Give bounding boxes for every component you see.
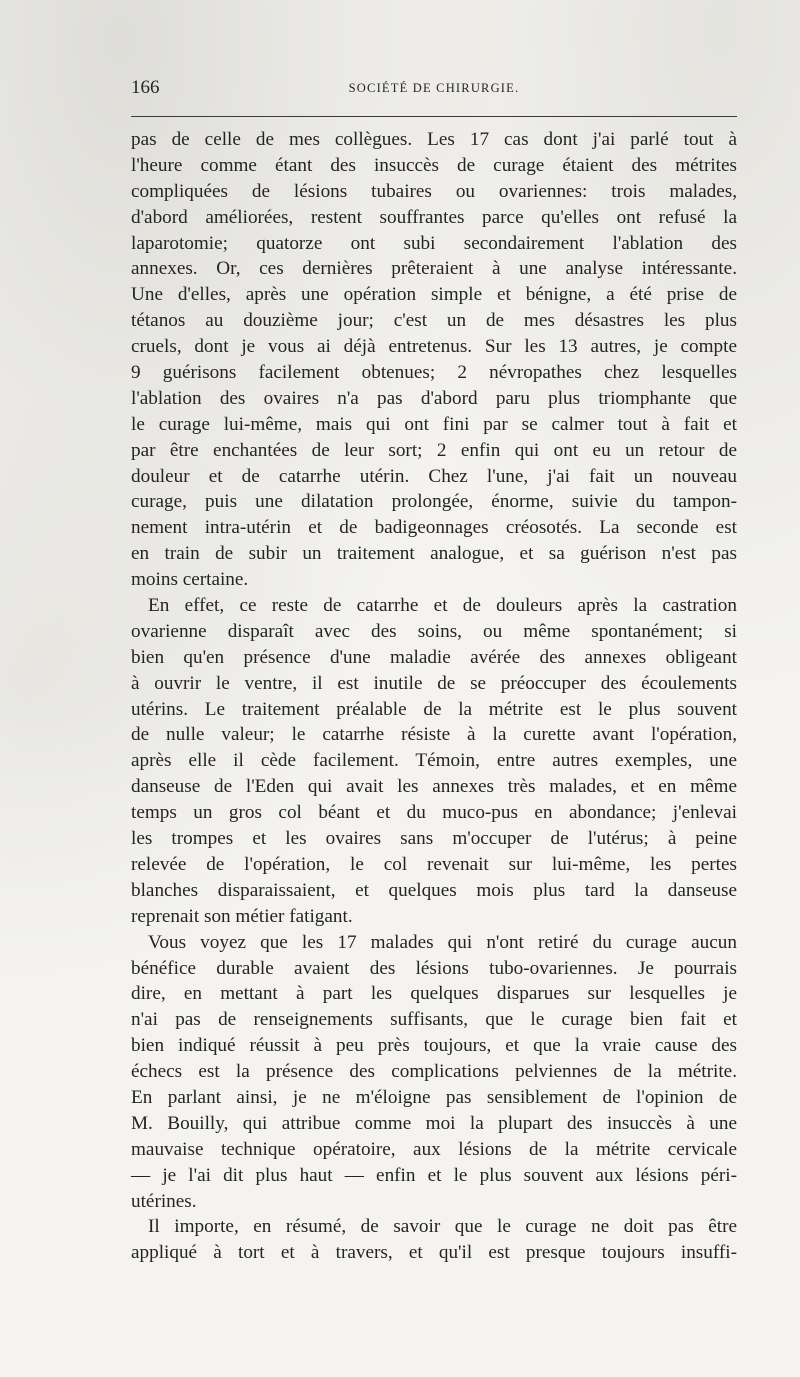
text-line: relevée de l'opération, le col revenait sur lui-même, les pertes — [131, 853, 737, 875]
text-line: laparotomie; quatorze ont subi secondairement l'ablation des — [131, 232, 737, 254]
text-line: tétanos au douzième jour; c'est un de mes désastres les plus — [131, 310, 737, 332]
running-head: SOCIÉTÉ DE CHIRURGIE. — [348, 81, 520, 95]
text-line: mauvaise technique opératoire, aux lésions de la métrite cervicale — [131, 1138, 737, 1160]
text-line: nement intra-utérin et de badigeonnages créosotés. La seconde est — [131, 517, 737, 539]
body-text — [131, 127, 737, 1266]
text-line: l'ablation des ovaires n'a pas d'abord paru plus triomphante que — [131, 387, 737, 409]
text-line: ovarienne disparaît avec des soins, ou même spontanément; si — [131, 620, 737, 642]
paragraph-3 — [131, 930, 737, 1215]
text-line: douleur et de catarrhe utérin. Chez l'une, j'ai fait un nouveau — [131, 465, 737, 487]
text-line: pas de celle de mes collègues. Les 17 cas dont j'ai parlé tout à — [131, 129, 737, 150]
text-line: en train de subir un traitement analogue, et sa guérison n'est pas — [131, 543, 737, 565]
text-line: après elle il cède facilement. Témoin, entre autres exemples, une — [131, 750, 737, 772]
text-line: moins certaine. — [131, 569, 249, 591]
text-line: bien indiqué réussit à peu près toujours, et que la vraie cause des — [131, 1035, 737, 1057]
text-line: reprenait son métier fatigant. — [131, 905, 353, 927]
text-line: compliquées de lésions tubaires ou ovariennes: trois malades, — [131, 180, 737, 202]
header-rule — [131, 116, 737, 117]
text-line: appliqué à tort et à travers, et qu'il est presque toujours insuffi- — [131, 1242, 737, 1264]
text-line: En parlant ainsi, je ne m'éloigne pas sensiblement de l'opinion de — [131, 1086, 737, 1108]
text-line: Une d'elles, après une opération simple et bénigne, a été prise de — [131, 284, 737, 306]
text-line: utérins. Le traitement préalable de la métrite est le plus souvent — [131, 698, 737, 720]
text-line: d'abord améliorées, restent souffrantes parce qu'elles ont refusé la — [131, 206, 737, 228]
text-line: M. Bouilly, qui attribue comme moi la plupart des insuccès à une — [131, 1112, 737, 1134]
text-line: curage, puis une dilatation prolongée, énorme, suivie du tampon- — [131, 491, 737, 513]
text-line: l'heure comme étant des insuccès de curage étaient des métrites — [131, 154, 737, 176]
text-line: échecs est la présence des complications pelviennes de la métrite. — [131, 1061, 737, 1083]
text-line: Vous voyez que les 17 malades qui n'ont retiré du curage aucun — [148, 931, 737, 953]
paragraph-2 — [131, 593, 737, 930]
text-line: En effet, ce reste de catarrhe et de douleurs après la castration — [148, 595, 737, 617]
text-line: 9 guérisons facilement obtenues; 2 névropathes chez lesquelles — [131, 362, 737, 384]
text-line: de nulle valeur; le catarrhe résiste à la curette avant l'opération, — [131, 724, 737, 746]
text-line: n'ai pas de renseignements suffisants, que le curage bien fait et — [131, 1009, 737, 1031]
text-line: annexes. Or, ces dernières prêteraient à une analyse intéressante. — [131, 258, 737, 280]
text-line: à ouvrir le ventre, il est inutile de se préoccuper des écoulements — [131, 672, 737, 694]
text-line: Il importe, en résumé, de savoir que le curage ne doit pas être — [148, 1216, 737, 1238]
text-line: — je l'ai dit plus haut — enfin et le plus souvent aux lésions péri- — [131, 1164, 737, 1186]
text-line: blanches disparaissaient, et quelques mois plus tard la danseuse — [131, 879, 737, 901]
paragraph-4 — [131, 1214, 737, 1266]
text-line: bénéfice durable avaient des lésions tubo-ovariennes. Je pourrais — [131, 957, 737, 979]
text-line: les trompes et les ovaires sans m'occuper de l'utérus; à peine — [131, 828, 737, 850]
text-line: danseuse de l'Eden qui avait les annexes très malades, et en même — [131, 776, 737, 798]
text-line: par être enchantées de leur sort; 2 enfin qui ont eu un retour de — [131, 439, 737, 461]
text-line: le curage lui-même, mais qui ont fini par se calmer tout à fait et — [131, 413, 737, 435]
paragraph-1 — [131, 127, 737, 593]
page-number: 166 — [131, 77, 160, 98]
text-line: temps un gros col béant et du muco-pus en abondance; j'enlevai — [131, 802, 737, 824]
page-header — [131, 76, 737, 104]
text-line: utérines. — [131, 1190, 197, 1212]
text-line: dire, en mettant à part les quelques disparues sur lesquelles je — [131, 983, 737, 1005]
text-line: bien qu'en présence d'une maladie avérée des annexes obligeant — [131, 646, 737, 668]
text-line: cruels, dont je vous ai déjà entretenus. Sur les 13 autres, je compte — [131, 336, 737, 358]
